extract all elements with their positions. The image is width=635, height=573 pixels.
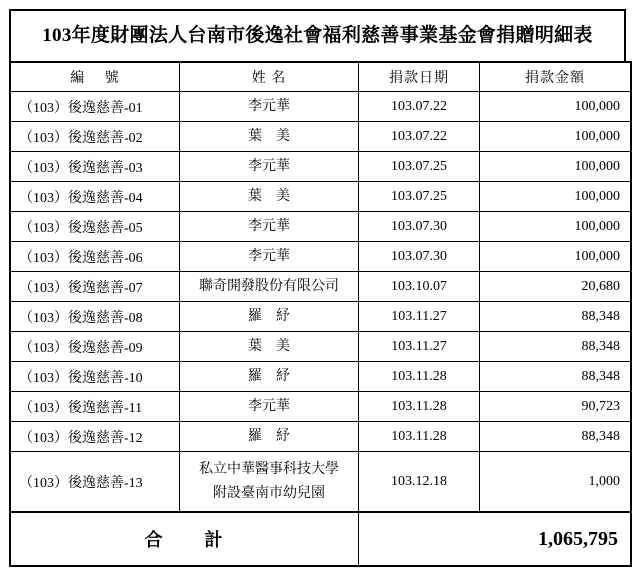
cell-name [180,362,359,392]
cell-amount: 88,348 [480,422,632,452]
cell-date: 103.07.22 [359,122,480,152]
cell-amount: 1,000 [480,452,632,513]
header-date: 捐款日期 [359,62,480,92]
table-row [10,122,631,152]
cell-date: 103.07.30 [359,212,480,242]
donor-name-line: 附設臺南市幼兒園 [213,485,325,501]
cell-amount: 100,000 [480,182,632,212]
cell-id: （103）後逸慈善-08 [10,302,180,332]
donation-sheet [9,9,626,567]
cell-name [180,152,359,182]
donor-name-line: 葉 美 [248,128,290,144]
donor-name-line: 羅 紓 [248,428,290,444]
table-row [10,182,631,212]
table-row [10,92,631,122]
cell-date: 103.10.07 [359,272,480,302]
cell-name [180,122,359,152]
cell-date: 103.07.25 [359,152,480,182]
cell-amount: 100,000 [480,122,632,152]
cell-name [180,212,359,242]
cell-date: 103.11.27 [359,302,480,332]
cell-name [180,422,359,452]
donor-name-line: 羅 紓 [248,368,290,384]
cell-amount: 90,723 [480,392,632,422]
cell-id: （103）後逸慈善-09 [10,332,180,362]
cell-id: （103）後逸慈善-04 [10,182,180,212]
cell-date: 103.07.22 [359,92,480,122]
header-id: 編 號 [10,62,180,92]
donor-name-line: 葉 美 [248,338,290,354]
cell-name [180,452,359,513]
table-row [10,242,631,272]
cell-date: 103.12.18 [359,452,480,513]
cell-name [180,392,359,422]
cell-id: （103）後逸慈善-06 [10,242,180,272]
cell-name [180,302,359,332]
table-row [10,392,631,422]
donor-name-line: 聯奇開發股份有限公司 [199,278,339,294]
cell-amount: 88,348 [480,302,632,332]
cell-id: （103）後逸慈善-05 [10,212,180,242]
total-row [10,512,631,566]
table-header-row [10,62,631,92]
donor-name-line: 羅 紓 [248,308,290,324]
table-row [10,362,631,392]
table-row [10,452,631,513]
table-row [10,332,631,362]
cell-amount: 20,680 [480,272,632,302]
cell-date: 103.07.25 [359,182,480,212]
cell-amount: 88,348 [480,332,632,362]
table-row [10,302,631,332]
cell-id: （103）後逸慈善-01 [10,92,180,122]
donor-name-line: 葉 美 [248,188,290,204]
table-row [10,152,631,182]
cell-amount: 100,000 [480,152,632,182]
cell-amount: 100,000 [480,92,632,122]
cell-id: （103）後逸慈善-03 [10,152,180,182]
cell-name [180,272,359,302]
donor-name-line: 李元華 [248,218,290,234]
cell-name [180,242,359,272]
table-row [10,212,631,242]
header-amount: 捐款金額 [480,62,632,92]
cell-name [180,182,359,212]
header-name: 姓 名 [180,62,359,92]
cell-id: （103）後逸慈善-07 [10,272,180,302]
donor-name-line: 李元華 [248,248,290,264]
table-row [10,422,631,452]
cell-id: （103）後逸慈善-12 [10,422,180,452]
donor-name-line: 李元華 [248,158,290,174]
donor-name-line: 李元華 [248,398,290,414]
donor-name-line: 私立中華醫事科技大學 [199,461,339,477]
cell-amount: 100,000 [480,242,632,272]
donor-name-line: 李元華 [248,98,290,114]
cell-id: （103）後逸慈善-13 [10,452,180,513]
cell-amount: 100,000 [480,212,632,242]
cell-id: （103）後逸慈善-02 [10,122,180,152]
donation-table [9,61,632,567]
cell-name [180,332,359,362]
total-label: 合 計 [10,512,359,566]
sheet-title: 103年度財團法人台南市後逸社會福利慈善事業基金會捐贈明細表 [9,9,626,61]
cell-date: 103.11.27 [359,332,480,362]
cell-amount: 88,348 [480,362,632,392]
cell-name [180,92,359,122]
cell-date: 103.11.28 [359,422,480,452]
cell-id: （103）後逸慈善-10 [10,362,180,392]
cell-id: （103）後逸慈善-11 [10,392,180,422]
cell-date: 103.11.28 [359,362,480,392]
cell-date: 103.11.28 [359,392,480,422]
total-amount: 1,065,795 [359,512,632,566]
table-row [10,272,631,302]
cell-date: 103.07.30 [359,242,480,272]
